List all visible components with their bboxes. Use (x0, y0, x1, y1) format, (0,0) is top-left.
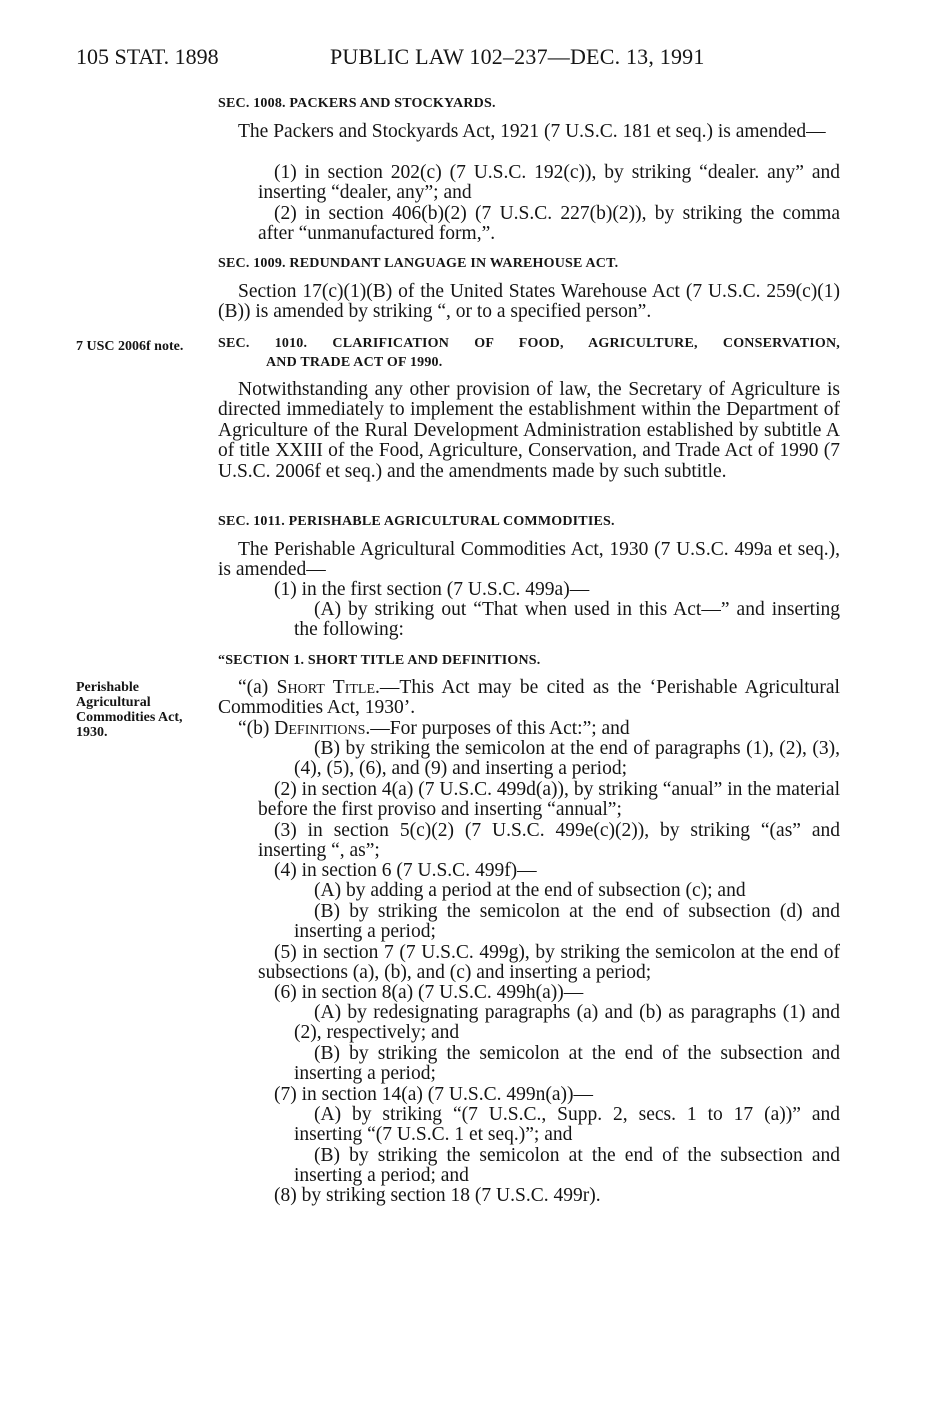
sec-1011-item-4b-text: (B) by striking the semicolon at the end of subsection (d) and inserting a period; (294, 901, 840, 943)
sec-1011-item-5 (258, 943, 840, 984)
qa-prefix: “(a) (238, 677, 277, 698)
sec-1011-intro: The Perishable Agricultural Commodities Act, 1930 (7 U.S.C. 499a et seq.), is amended— (218, 539, 840, 581)
qb-text: .—For purposes of this Act:”; and (365, 718, 630, 739)
sec-1008-intro: The Packers and Stockyards Act, 1921 (7 U.S.C. 181 et seq.) is amended— (238, 121, 826, 142)
sec-1008-item-1-text: (1) in section 202(c) (7 U.S.C. 192(c)), by striking “dealer. any” and inserting “dealer, any”; and (258, 162, 840, 204)
quoted-section-heading: “SECTION 1. SHORT TITLE AND DEFINITIONS. (218, 653, 541, 668)
sec-1011-item-2-text: (2) in section 4(a) (7 U.S.C. 499d(a)), by striking “anual” in the material before the first proviso and inserting “annual”; (258, 779, 840, 821)
sec-1008-item-1 (258, 163, 840, 204)
sec-1011-item-7: (7) in section 14(a) (7 U.S.C. 499n(a))— (274, 1084, 593, 1105)
sec-1011-item-6a-text: (A) by redesignating paragraphs (a) and (b) as paragraphs (1) and (2), respectively; and (294, 1002, 840, 1044)
sec-1011-item-6a (294, 1003, 840, 1044)
sec-1011-item-6b (294, 1044, 840, 1085)
sec-1009-heading: SEC. 1009. REDUNDANT LANGUAGE IN WAREHOUSE ACT. (218, 256, 619, 271)
sec-1011-item-1b-text: (B) by striking the semicolon at the end of paragraphs (1), (2), (3), (4), (5), (6), and (9) and inserting a period; (294, 738, 840, 780)
sec-1010-body: Notwithstanding any other provision of law, the Secretary of Agriculture is directed immediately to implement the establishment within the Department of Agriculture of the Rural Development Administration established by subtitle A of title XXIII of the Food, Agriculture, Conservation, and Trade Act of 1990 (7 U.S.C. 2006f et seq.) and the amendments made by such subtitle. (218, 379, 840, 482)
sec-1011-item-2 (258, 780, 840, 821)
margin-note-usc-2006f: 7 USC 2006f note. (76, 339, 184, 354)
sec-1011-item-6: (6) in section 8(a) (7 U.S.C. 499h(a))— (274, 982, 584, 1003)
sec-1008-item-2 (258, 204, 840, 245)
stat-page-number: 105 STAT. 1898 (76, 44, 219, 69)
quoted-subsection-a (218, 678, 840, 719)
sec-1010-heading-line-2: AND TRADE ACT OF 1990. (266, 355, 443, 370)
sec-1010-heading-line-1: SEC. 1010. CLARIFICATION OF FOOD, AGRICULTURE, CONSERVATION, (218, 336, 840, 351)
sec-1011-item-6b-text: (B) by striking the semicolon at the end of the subsection and inserting a period; (294, 1043, 840, 1085)
quoted-subsection-b (218, 719, 840, 739)
sec-1011-item-8: (8) by striking section 18 (7 U.S.C. 499r). (274, 1185, 601, 1206)
qb-definitions-label: Definitions (274, 718, 366, 739)
margin-note-perishable-act: Perishable Agricultural Commodities Act, 1930. (76, 680, 183, 740)
sec-1011-item-1b (294, 739, 840, 780)
sec-1011-item-7b (294, 1146, 840, 1187)
sec-1011-item-4a (294, 881, 840, 901)
sec-1011-item-1: (1) in the first section (7 U.S.C. 499a)— (274, 579, 590, 600)
sec-1011-item-3 (258, 821, 840, 862)
sec-1011-item-4b (294, 902, 840, 943)
sec-1011-item-7a (294, 1105, 840, 1146)
sec-1011-item-7a-text: (A) by striking “(7 U.S.C., Supp. 2, secs. 1 to 17 (a))” and inserting “(7 U.S.C. 1 et seq.)”; and (294, 1104, 840, 1146)
qb-prefix: “(b) (238, 718, 275, 739)
sec-1011-item-7b-text: (B) by striking the semicolon at the end of the subsection and inserting a period; and (294, 1145, 840, 1187)
sec-1011-item-4: (4) in section 6 (7 U.S.C. 499f)— (274, 860, 537, 881)
qa-short-title-label: Short Title (276, 677, 376, 698)
sec-1011-item-4a-text: (A) by adding a period at the end of subsection (c); and (314, 880, 746, 901)
sec-1011-item-1a (294, 600, 840, 641)
sec-1011-heading: SEC. 1011. PERISHABLE AGRICULTURAL COMMODITIES. (218, 514, 615, 529)
sec-1011-item-1a-text: (A) by striking out “That when used in this Act—” and inserting the following: (294, 599, 840, 641)
sec-1008-heading: SEC. 1008. PACKERS AND STOCKYARDS. (218, 96, 496, 111)
sec-1009-body: Section 17(c)(1)(B) of the United States Warehouse Act (7 U.S.C. 259(c)(1)(B)) is amended by striking “, or to a specified person”. (218, 281, 840, 323)
law-title: PUBLIC LAW 102–237—DEC. 13, 1991 (330, 44, 705, 69)
qa-text: .—This Act may be cited as the ‘Perishable Agricultural Commodities Act, 1930’. (218, 677, 840, 719)
sec-1011-item-3-text: (3) in section 5(c)(2) (7 U.S.C. 499e(c)(2)), by striking “(as” and inserting “, as”; (258, 820, 840, 862)
sec-1011-item-5-text: (5) in section 7 (7 U.S.C. 499g), by striking the semicolon at the end of subsections (a), (b), and (c) and inserting a period; (258, 942, 840, 984)
running-header (0, 44, 943, 74)
sec-1008-item-2-text: (2) in section 406(b)(2) (7 U.S.C. 227(b)(2)), by striking the comma after “unmanufactured form,”. (258, 203, 840, 245)
